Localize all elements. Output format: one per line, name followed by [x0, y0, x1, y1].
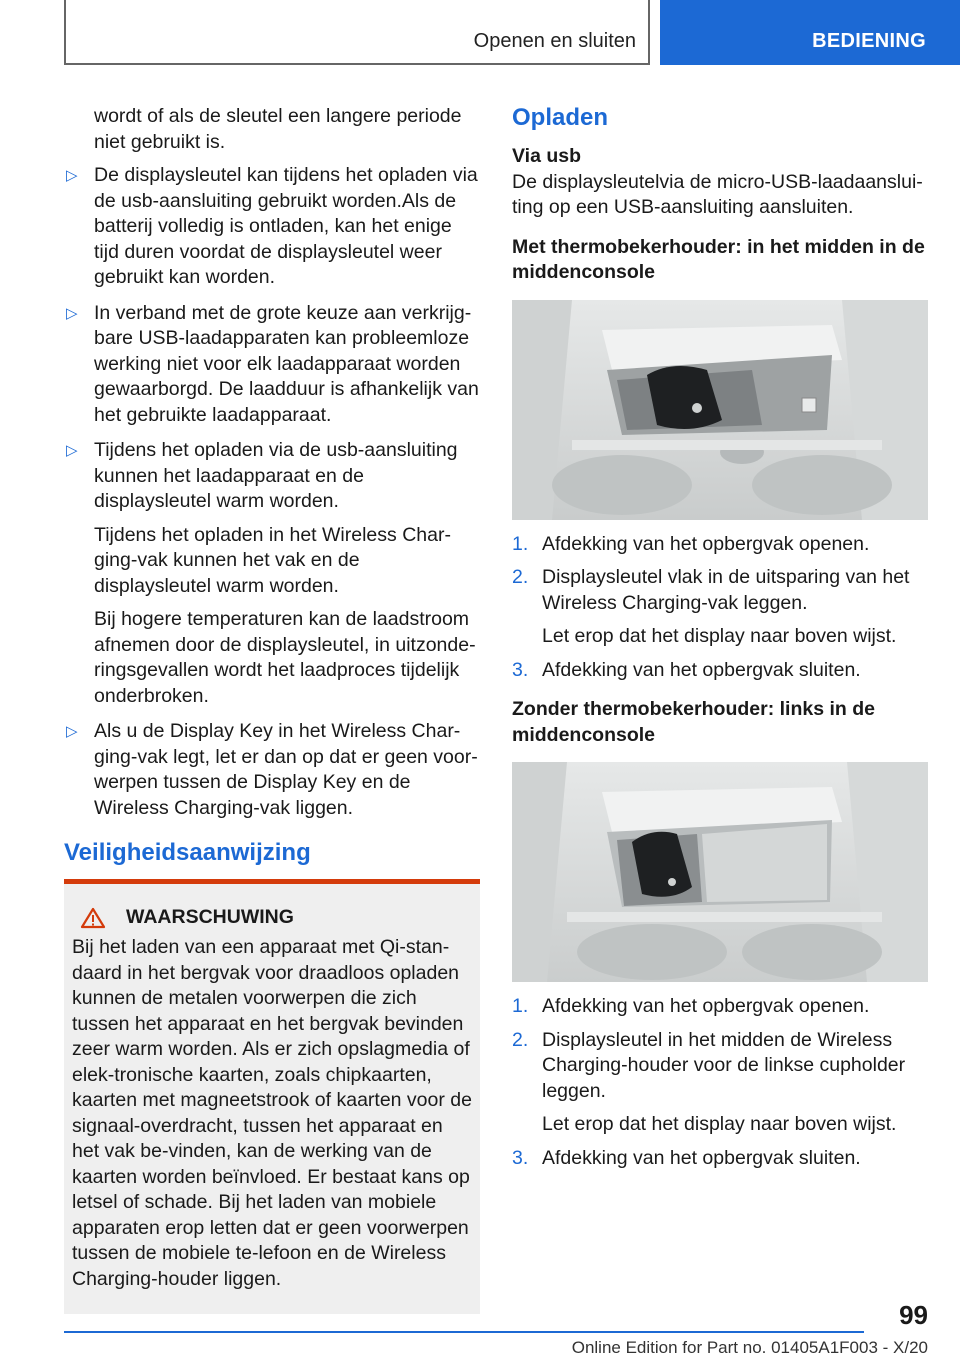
warning-header: [72, 906, 472, 929]
step-text: Afdekking van het opbergvak sluiten.: [542, 1146, 861, 1169]
step-number: 2.: [512, 1028, 529, 1051]
console-photo-center: [512, 300, 928, 520]
steps-list-b: [512, 994, 928, 1171]
list-item: [64, 163, 480, 291]
section-b-title: Zonder thermobekerhouder: links in de middenconsole: [512, 698, 875, 746]
step-number: 1.: [512, 995, 529, 1017]
triangle-right-icon: ▷: [66, 723, 78, 740]
steps-list-a: [512, 532, 928, 684]
section-tab[interactable]: [660, 0, 960, 65]
bullet-text: Als u de Display Key in het Wireless Char-ging-vak legt, let er dan op dat er geen voor-werpen tussen de Display Key en de Wireless Charging-vak liggen.: [94, 720, 478, 819]
warning-box: [64, 879, 480, 1314]
step-note: Let erop dat het display naar boven wijst.: [542, 625, 897, 647]
list-item: [64, 301, 480, 429]
list-item: [512, 532, 928, 558]
bullet-subtext: Tijdens het opladen in het Wireless Char-ging-vak kunnen het vak en de displaysleutel warm worden.: [94, 523, 451, 597]
header-rule-mid: [648, 0, 650, 64]
bullet-subtext: Bij hogere temperaturen kan de laadstroom afnemen door de displaysleutel, in uitzonde-ringsgevallen wordt het laadproces tijdelijk onderbroken.: [94, 608, 476, 707]
usb-subheading: Via usb: [512, 145, 582, 167]
list-item: [512, 565, 928, 650]
notes-list: [64, 163, 480, 821]
section-tab-label: BEDIENING: [812, 30, 926, 52]
charging-heading: Opladen: [512, 104, 609, 131]
step-text: Afdekking van het opbergvak openen.: [542, 995, 870, 1017]
triangle-right-icon: ▷: [66, 167, 78, 184]
list-item: [64, 438, 480, 709]
list-item: [512, 1028, 928, 1138]
bullet-text: In verband met de grote keuze aan verkrijg-bare USB-laadapparaten kan probleemloze werking niet voor elk laadapparaat worden gewaarborgd. De laadduur is afhankelijk van het gebruikte laadapparaat.: [94, 301, 479, 426]
header-rule-bottom: [64, 63, 650, 65]
page-number: 99: [899, 1300, 928, 1330]
console-photo-left: [512, 762, 928, 982]
header-rule-left: [64, 0, 66, 64]
step-text: Displaysleutel in het midden de Wireless Charging-houder voor de linkse cupholder leggen.: [542, 1028, 906, 1102]
footer-edition: Online Edition for Part no. 01405A1F003 - X/20: [571, 1338, 928, 1357]
list-item: [512, 994, 928, 1020]
step-number: 1.: [512, 532, 529, 555]
footer-rule: [64, 1331, 864, 1333]
usb-text: De displaysleutelvia de micro-USB-laadaanslui-ting op een USB-aansluiting aansluiten.: [512, 170, 923, 218]
intro-continuation: wordt of als de sleutel een langere periode niet gebruikt is.: [94, 105, 462, 153]
step-number: 2.: [512, 566, 529, 588]
step-text: Afdekking van het opbergvak sluiten.: [542, 658, 861, 681]
warning-text: Bij het laden van een apparaat met Qi-stan-daard in het bergvak voor draadloos opladen kunnen de metalen voorwerpen die zich tussen het apparaat en het bergvak bevinden zeer warm worden. Als er zich opslagmedia of elek-tronische kaarten, zoals chipkaarten, kaarten met magneetstrook of kaarten voor de signaal-overdracht, tussen het apparaat en het vak be-vinden, kan de werking van de kaarten worden beïnvloed. Er bestaat kans op letsel of schade. Bij het laden van mobiele apparaten erop letten dat er geen voorwerpen tussen de mobiele te-lefoon en de Wireless Charging-houder liggen.: [72, 936, 472, 1290]
triangle-right-icon: ▷: [66, 442, 78, 459]
step-note: Let erop dat het display naar boven wijst.: [542, 1113, 897, 1135]
step-number: 3.: [512, 658, 529, 681]
list-item: [512, 658, 928, 684]
warning-triangle-icon: [80, 907, 106, 929]
safety-heading: Veiligheidsaanwijzing: [64, 839, 311, 866]
warning-title: WAARSCHUWING: [126, 906, 294, 928]
step-text: Afdekking van het opbergvak openen.: [542, 532, 870, 555]
right-column: [512, 104, 928, 1179]
list-item: [64, 719, 480, 821]
chapter-title: Openen en sluiten: [473, 30, 636, 52]
list-item: [512, 1146, 928, 1172]
step-text: Displaysleutel vlak in de uitsparing van het Wireless Charging-vak leggen.: [542, 566, 910, 614]
triangle-right-icon: ▷: [66, 304, 78, 322]
step-number: 3.: [512, 1146, 529, 1169]
section-a-title: Met thermobekerhouder: in het midden in de middenconsole: [512, 235, 925, 283]
left-column: [64, 104, 480, 1314]
bullet-text: De displaysleutel kan tijdens het opladen via de usb-aansluiting gebruikt worden.Als de batterij volledig is ontladen, kan het enige tijd duren voordat de displaysleutel weer gebruikt kan worden.: [94, 164, 478, 288]
bullet-text: Tijdens het opladen via de usb-aansluiting kunnen het laadapparaat en de displaysleutel warm worden.: [94, 439, 458, 512]
